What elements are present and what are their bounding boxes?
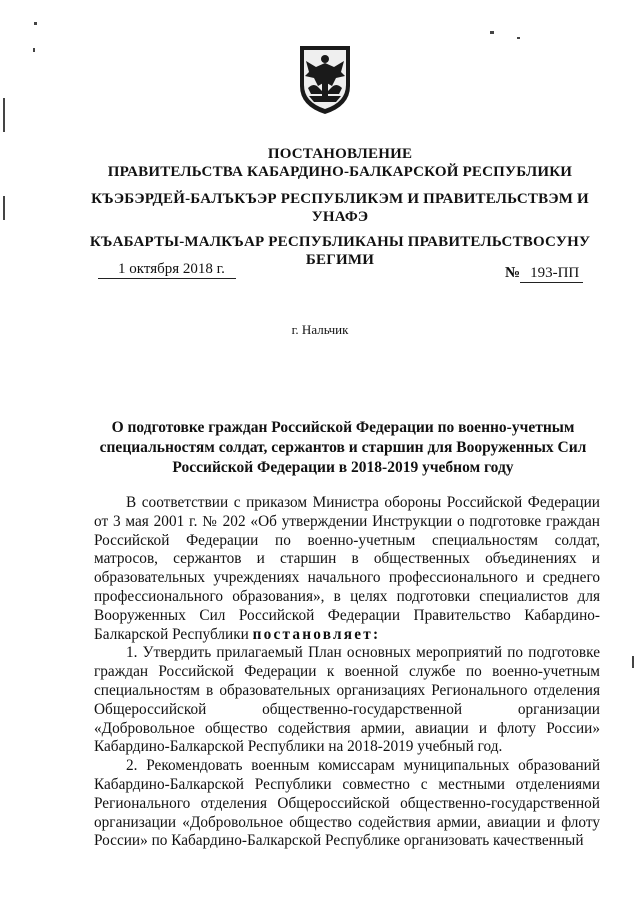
document-number xyxy=(505,264,583,283)
scan-mark xyxy=(490,31,494,34)
scan-mark xyxy=(34,22,37,25)
issuer-heading: ПРАВИТЕЛЬСТВА КАБАРДИНО-БАЛКАРСКОЙ РЕСПУБЛИКИ xyxy=(107,164,573,180)
kabardian-heading-line1: КЪЭБЭРДЕЙ-БАЛЪКЪЭР РЕСПУБЛИКЭМ И ПРАВИТЕЛЬСТВЭМ И xyxy=(91,191,589,207)
preamble-text: В соответствии с приказом Министра обороны Российской Федерации от 3 мая 2001 г. № 202 «Об утверждении Инструкции о подготовке граждан Российской Федерации по военно-учетным специальностям солдат, матросов, сержантов и старшин в общественных объединениях и образовательных учреждениях начального профессионального и среднего профессионального образования», в целях подготовки специалистов для Вооруженных Сил Российской Федерации Правительство Кабардино-Балкарской Республики xyxy=(94,494,600,643)
resolution-keyword: постановляет: xyxy=(252,625,381,643)
scan-mark xyxy=(3,98,5,132)
number-label: № xyxy=(505,265,521,281)
kabardian-heading-line2: УНАФЭ xyxy=(311,209,369,225)
scan-mark xyxy=(3,196,5,220)
coat-of-arms-emblem xyxy=(296,42,354,116)
scan-mark xyxy=(33,48,35,52)
preamble-paragraph xyxy=(94,494,600,644)
clause-1-paragraph: 1. Утвердить прилагаемый План основных мероприятий по подготовке граждан Российской Федерации к военной службе по военно-учетным специальностям в образовательных организациях Регионального отделения Общероссийской общественно-государственной организации «Добровольное общество содействия армии, авиации и флоту России» Кабардино-Балкарской Республики на 2018-2019 учебный год. xyxy=(94,644,600,756)
balkar-heading-line2: БЕГИМИ xyxy=(305,252,375,268)
document-title xyxy=(98,418,588,478)
scan-mark xyxy=(517,37,520,39)
document-body xyxy=(94,494,600,851)
document-date: 1 октября 2018 г. xyxy=(98,260,236,279)
clause-2-paragraph: 2. Рекомендовать военным комиссарам муниципальных образований Кабардино-Балкарской Республики совместно с местными отделениями Регионального отделения Общероссийской общественно-государственной организации «Добровольное общество содействия армии, авиации и флоту России» по Кабардино-Балкарской Республике организовать качественный xyxy=(94,757,600,850)
title-line: специальностям солдат, сержантов и старшин для Вооруженных Сил xyxy=(99,439,587,456)
balkar-heading-line1: КЪАБАРТЫ-МАЛКЪАР РЕСПУБЛИКАНЫ ПРАВИТЕЛЬСТВОСУНУ xyxy=(89,234,591,250)
title-line: О подготовке граждан Российской Федерации по военно-учетным xyxy=(111,419,575,436)
city-name: г. Нальчик xyxy=(291,322,349,337)
title-line: Российской Федерации в 2018-2019 учебном году xyxy=(172,459,514,476)
number-value: 193-ПП xyxy=(520,264,583,283)
document-type-heading: ПОСТАНОВЛЕНИЕ xyxy=(267,146,413,162)
scan-mark xyxy=(632,656,634,668)
